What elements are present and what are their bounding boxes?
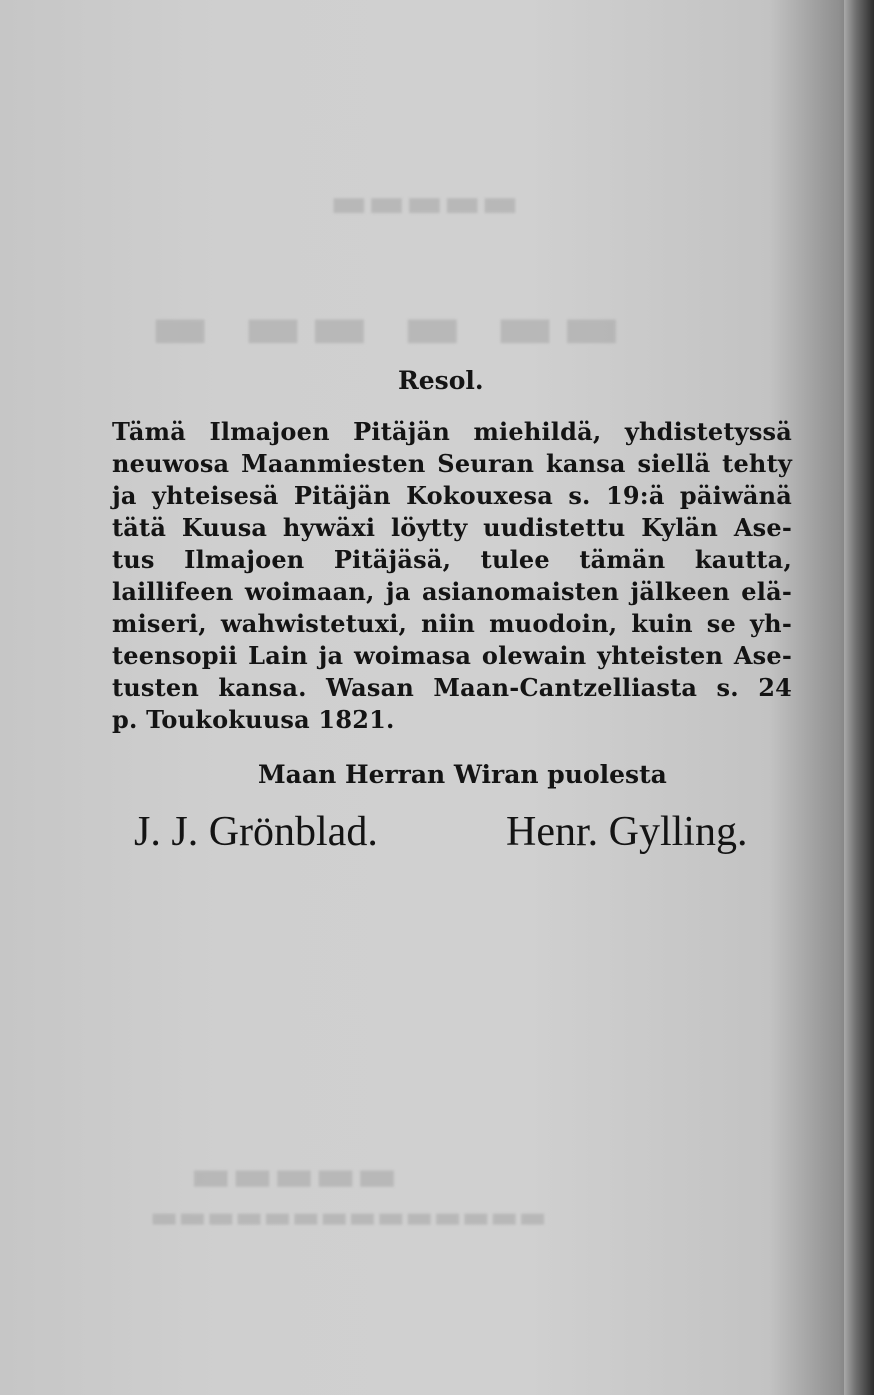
document-body: [112, 416, 792, 736]
on-behalf-line: Maan Herran Wiran puolesta: [258, 760, 667, 789]
body-line: laillifeen woimaan, ja asianomaisten jälkeen elä-: [112, 577, 792, 606]
body-line: tätä Kuusa hywäxi löytty uudistettu Kylän Ase-: [112, 513, 792, 542]
body-line: teensopii Lain ja woimasa olewain yhteisten Ase-: [112, 641, 792, 670]
body-line: ja yhteisesä Pitäjän Kokouxesa s. 19:ä päiwänä: [112, 481, 792, 510]
signature-right: Henr. Gylling.: [506, 809, 748, 855]
bleed-through-text: ▬ ▬▬ ▬ ▬▬: [150, 290, 628, 364]
bleed-through-text: ▬▬▬▬▬▬▬▬▬▬▬▬▬▬: [150, 1200, 547, 1235]
bleed-through-text: ▬▬▬▬▬: [330, 180, 519, 226]
body-line: neuwosa Maanmiesten Seuran kansa siellä tehty: [112, 449, 792, 478]
body-line: tusten kansa. Wasan Maan-Cantzelliasta s. 24: [112, 673, 792, 702]
body-line: tus Ilmajoen Pitäjäsä, tulee tämän kautta,: [112, 545, 792, 574]
body-line: p. Toukokuusa 1821.: [112, 705, 395, 734]
body-line: miseri, wahwistetuxi, niin muodoin, kuin se yh-: [112, 609, 792, 638]
document-heading: Resol.: [398, 366, 484, 395]
book-spine-shadow: [844, 0, 874, 1395]
body-line: Tämä Ilmajoen Pitäjän miehildä, yhdistetyssä: [112, 417, 792, 446]
signature-left: J. J. Grönblad.: [134, 809, 378, 855]
bleed-through-text: ▬▬▬▬▬: [190, 1150, 398, 1201]
